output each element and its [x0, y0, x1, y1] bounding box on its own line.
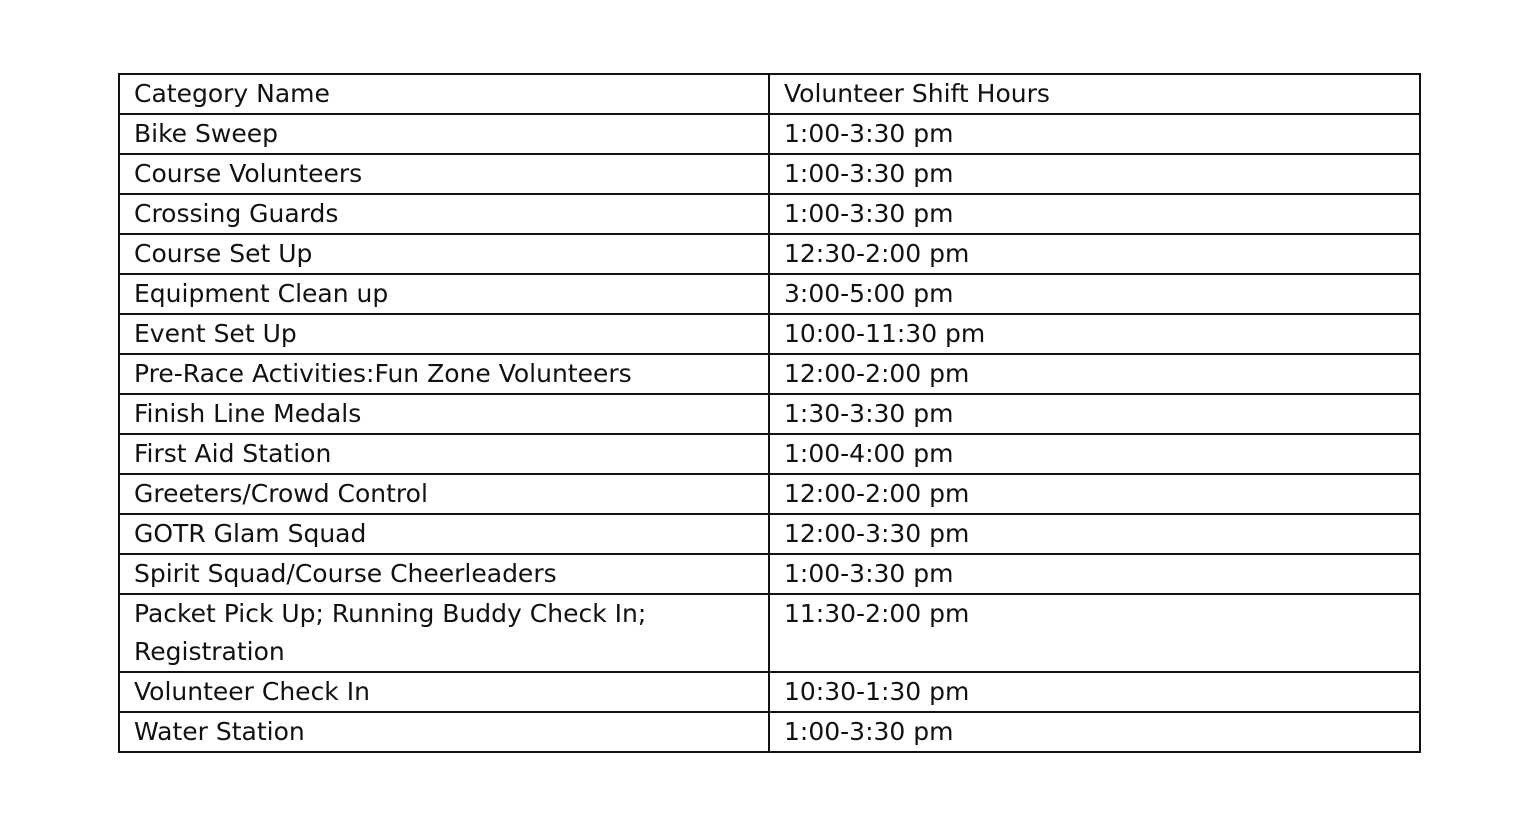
category-cell: Pre-Race Activities:Fun Zone Volunteers — [119, 354, 769, 394]
table-row — [119, 314, 1420, 354]
shift-hours-cell: 12:00-2:00 pm — [769, 354, 1420, 394]
shift-hours-cell: 12:30-2:00 pm — [769, 234, 1420, 274]
shift-hours-cell: 1:00-3:30 pm — [769, 554, 1420, 594]
shift-hours-cell: 1:30-3:30 pm — [769, 394, 1420, 434]
category-cell: Course Volunteers — [119, 154, 769, 194]
shift-hours-cell: 12:00-2:00 pm — [769, 474, 1420, 514]
shift-hours-cell: 10:30-1:30 pm — [769, 672, 1420, 712]
table-row — [119, 474, 1420, 514]
table-row — [119, 114, 1420, 154]
category-cell: Greeters/Crowd Control — [119, 474, 769, 514]
header-category-name: Category Name — [119, 74, 769, 114]
category-cell: Crossing Guards — [119, 194, 769, 234]
table-row — [119, 712, 1420, 752]
table-row — [119, 154, 1420, 194]
shift-hours-cell: 1:00-3:30 pm — [769, 114, 1420, 154]
table-row — [119, 354, 1420, 394]
category-cell: Course Set Up — [119, 234, 769, 274]
table-row — [119, 274, 1420, 314]
volunteer-shift-table — [118, 73, 1421, 753]
table-row — [119, 394, 1420, 434]
shift-hours-cell: 10:00-11:30 pm — [769, 314, 1420, 354]
category-cell: Bike Sweep — [119, 114, 769, 154]
table-row — [119, 594, 1420, 672]
shift-hours-cell: 1:00-4:00 pm — [769, 434, 1420, 474]
category-cell: Spirit Squad/Course Cheerleaders — [119, 554, 769, 594]
shift-hours-cell: 3:00-5:00 pm — [769, 274, 1420, 314]
category-cell: Equipment Clean up — [119, 274, 769, 314]
category-cell: Event Set Up — [119, 314, 769, 354]
table-row — [119, 234, 1420, 274]
shift-hours-cell: 1:00-3:30 pm — [769, 154, 1420, 194]
category-cell: Water Station — [119, 712, 769, 752]
shift-hours-cell: 1:00-3:30 pm — [769, 194, 1420, 234]
shift-hours-cell: 11:30-2:00 pm — [769, 594, 1420, 672]
category-cell: Finish Line Medals — [119, 394, 769, 434]
category-cell: Volunteer Check In — [119, 672, 769, 712]
table-header-row — [119, 74, 1420, 114]
table-row — [119, 434, 1420, 474]
table-row — [119, 514, 1420, 554]
table-row — [119, 672, 1420, 712]
category-cell: GOTR Glam Squad — [119, 514, 769, 554]
category-cell: Packet Pick Up; Running Buddy Check In; Registration — [119, 594, 769, 672]
category-cell: First Aid Station — [119, 434, 769, 474]
header-volunteer-shift-hours: Volunteer Shift Hours — [769, 74, 1420, 114]
table-row — [119, 554, 1420, 594]
shift-hours-cell: 1:00-3:30 pm — [769, 712, 1420, 752]
shift-hours-cell: 12:00-3:30 pm — [769, 514, 1420, 554]
table-row — [119, 194, 1420, 234]
